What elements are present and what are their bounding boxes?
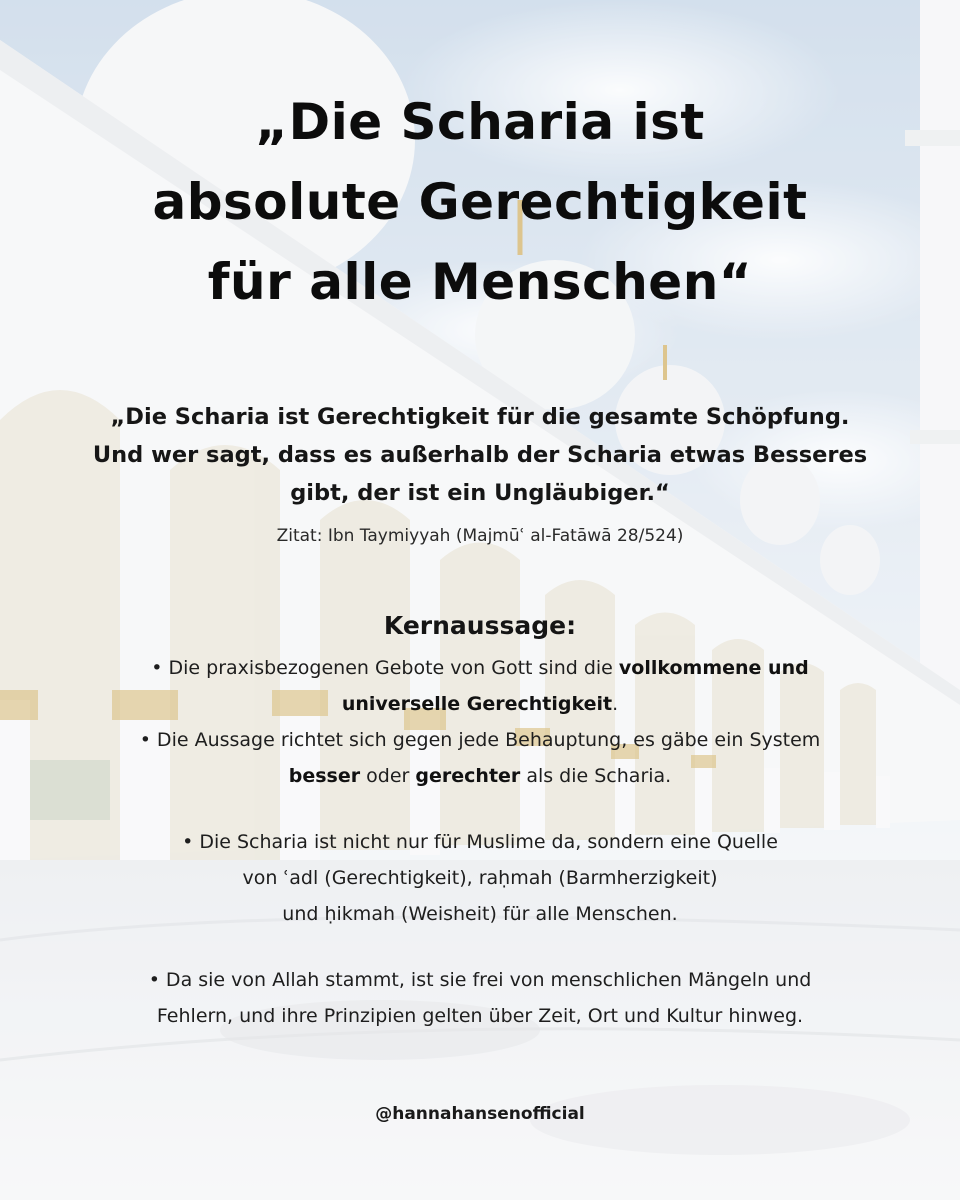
author-handle: @hannahansenofficial [375,1104,585,1124]
point-1-text: • Die praxisbezogenen Gebote von Gott sind die [151,657,619,679]
point-3-line-1: • Die Scharia ist nicht nur für Muslime da, sondern eine Quelle [182,831,778,853]
point-2-bold-gerechter: gerechter [415,765,521,787]
spacer [40,794,920,824]
point-1-line-1 [40,650,920,686]
point-4-line-1: • Da sie von Allah stammt, ist sie frei von menschlichen Mängeln und [148,969,812,991]
point-3-line-3: und ḥikmah (Weisheit) für alle Menschen. [282,903,678,925]
point-2-bold-besser: besser [288,765,361,787]
quote-citation: Zitat: Ibn Taymiyyah (Majmūʿ al-Fatāwā 28/524) [276,526,684,546]
point-1-bold-1: vollkommene und [618,657,809,679]
point-2-line-2 [40,758,920,794]
quote-line-3: gibt, der ist ein Ungläubiger.“ [290,480,670,506]
quote-line-2: Und wer sagt, dass es außerhalb der Scharia etwas Besseres [92,442,868,468]
point-1-bold-2: universelle Gerechtigkeit [341,693,613,715]
point-1-line-2 [40,686,920,722]
point-3-line-2: von ʿadl (Gerechtigkeit), raḥmah (Barmherzigkeit) [242,867,718,889]
quote-line-1: „Die Scharia ist Gerechtigkeit für die gesamte Schöpfung. [110,404,850,430]
quote-block [40,398,920,512]
point-4-line-2: Fehlern, und ihre Prinzipien gelten über Zeit, Ort und Kultur hinweg. [156,1005,804,1027]
point-1-period: . [612,693,619,715]
title-line-1: „Die Scharia ist [255,93,705,151]
point-2-ending: als die Scharia. [520,765,672,787]
main-title [60,82,900,322]
title-line-2: absolute Gerechtigkeit [152,173,808,231]
point-2-line-1: • Die Aussage richtet sich gegen jede Behauptung, es gäbe ein System [139,729,821,751]
spacer [40,932,920,962]
kernaussage-heading: Kernaussage: [383,611,577,640]
title-line-3: für alle Menschen“ [207,253,753,311]
point-2-connector: oder [360,765,416,787]
kernaussage-points [40,650,920,1034]
